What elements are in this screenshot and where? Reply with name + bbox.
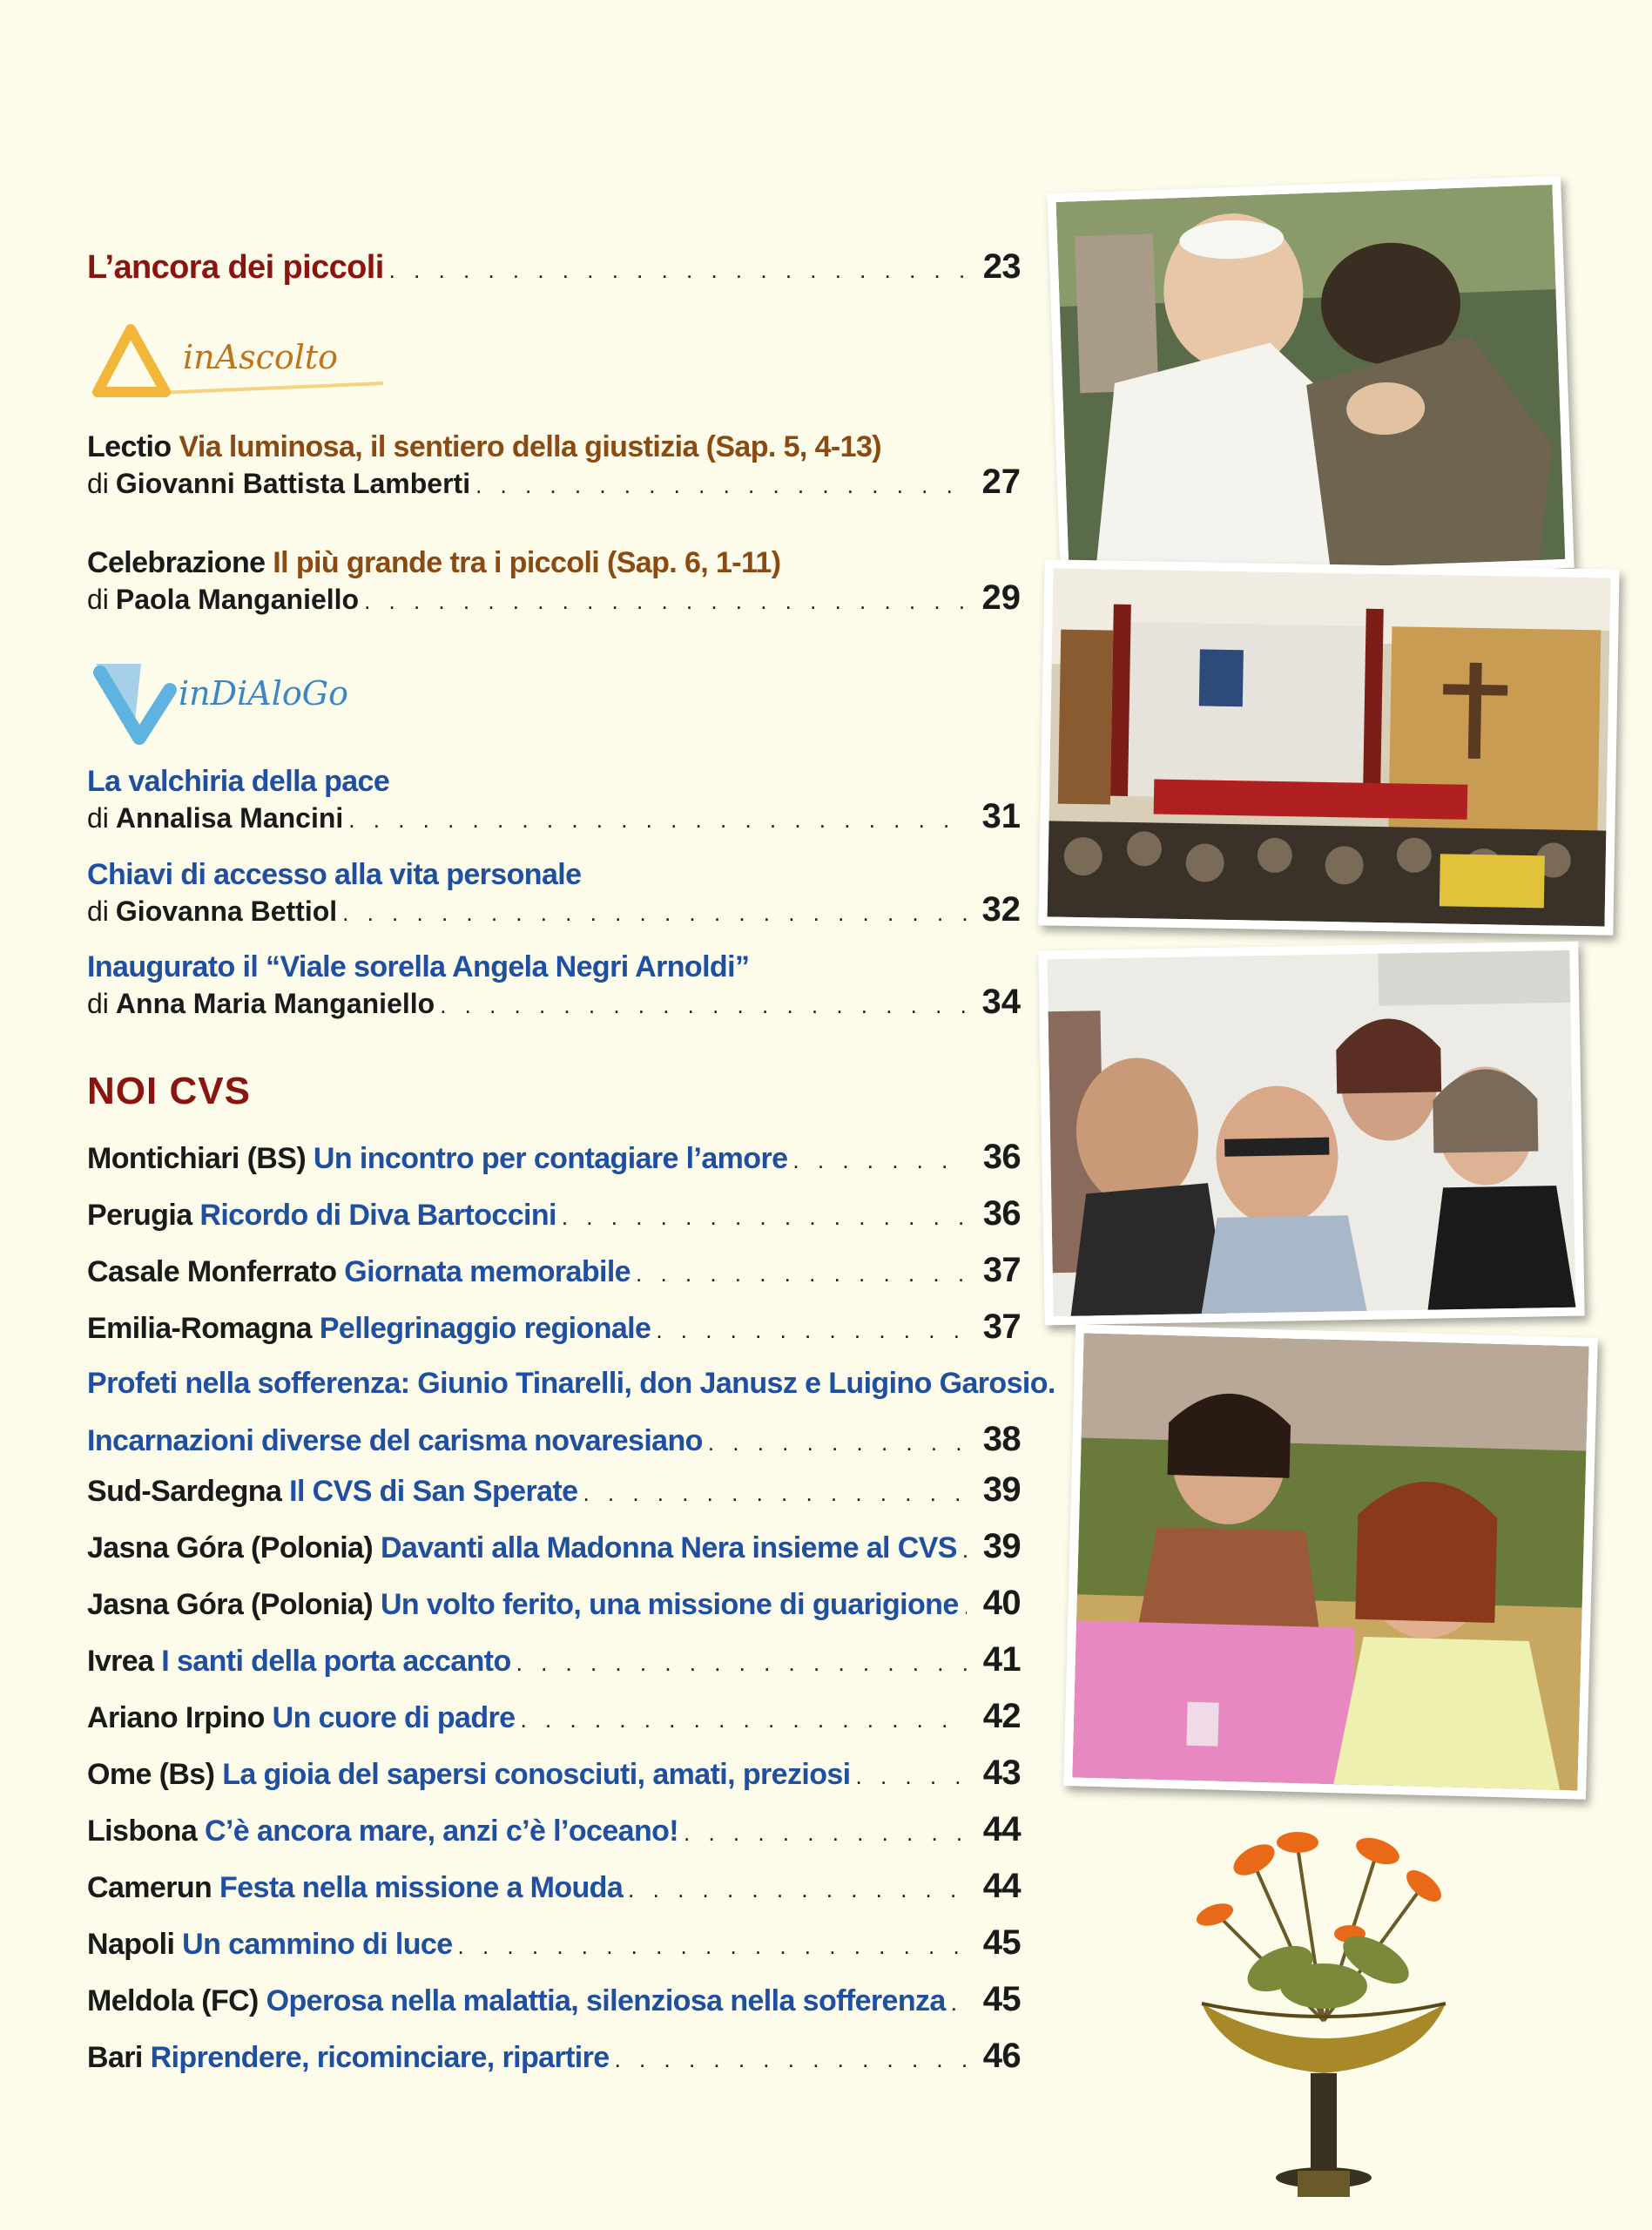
page-number: 44 bbox=[982, 1867, 1021, 1905]
toc-entry-cvs[interactable] bbox=[87, 1585, 1021, 1624]
photo-image bbox=[1048, 568, 1611, 926]
toc-entry-cvs[interactable] bbox=[87, 1699, 1021, 1737]
page-number: 37 bbox=[982, 1251, 1021, 1289]
page-number: 37 bbox=[982, 1308, 1021, 1346]
entry-title: Un volto ferito, una missione di guarigione bbox=[380, 1588, 959, 1621]
dot-leader bbox=[342, 895, 967, 930]
dot-leader bbox=[708, 1425, 967, 1460]
page-number: 46 bbox=[982, 2037, 1021, 2075]
entry-title-continued: Incarnazioni diverse del carisma novaresiano bbox=[87, 1424, 703, 1457]
entry-place: Jasna Góra (Polonia) bbox=[87, 1588, 374, 1621]
entry-author: Annalisa Mancini bbox=[115, 802, 344, 834]
entry-title: Un cuore di padre bbox=[272, 1701, 516, 1734]
page-number: 41 bbox=[982, 1640, 1021, 1679]
toc-entry-cvs[interactable] bbox=[87, 1253, 1021, 1291]
entry-place: Camerun bbox=[87, 1871, 212, 1904]
di-label: di bbox=[87, 468, 109, 499]
page-number: 31 bbox=[981, 797, 1021, 835]
entry-author: Giovanni Battista Lamberti bbox=[115, 468, 471, 499]
entry-place: Montichiari (BS) bbox=[87, 1142, 307, 1175]
page-number: 45 bbox=[982, 1980, 1021, 2018]
page-number: 42 bbox=[982, 1697, 1021, 1735]
di-label: di bbox=[87, 988, 109, 1019]
page-number: 36 bbox=[982, 1138, 1021, 1176]
toc-entry-cvs[interactable] bbox=[87, 1982, 1021, 2020]
entry-place: Napoli bbox=[87, 1928, 175, 1961]
entry-title: Riprendere, ricominciare, ripartire bbox=[150, 2041, 610, 2074]
dot-leader bbox=[562, 1199, 967, 1234]
toc-entry-cvs[interactable] bbox=[87, 2038, 1021, 2077]
photo-image bbox=[1047, 950, 1575, 1316]
dot-leader bbox=[364, 584, 967, 618]
page-number: 32 bbox=[981, 890, 1021, 929]
toc-entry-viale[interactable] bbox=[87, 949, 1021, 1023]
entry-title: Un cammino di luce bbox=[182, 1928, 453, 1961]
entry-title: Profeti nella sofferenza: Giunio Tinarelli, don Janusz e Luigino Garosio. bbox=[87, 1367, 1055, 1400]
entry-title: La gioia del sapersi conosciuti, amati, preziosi bbox=[222, 1758, 851, 1791]
dot-leader bbox=[962, 1532, 967, 1567]
entry-author: Giovanna Bettiol bbox=[115, 895, 338, 927]
entry-label: Lectio bbox=[87, 430, 172, 463]
entry-title: C’è ancora mare, anzi c’è l’oceano! bbox=[205, 1814, 679, 1848]
indialogo-logo-text: inDiAloGo bbox=[179, 674, 348, 713]
toc-entry-cvs[interactable] bbox=[87, 1139, 1021, 1178]
toc-entry-cvs[interactable] bbox=[87, 1642, 1021, 1680]
toc-entry-cvs[interactable] bbox=[87, 1868, 1021, 1907]
page-number: 23 bbox=[982, 247, 1021, 286]
di-label: di bbox=[87, 802, 109, 834]
page-number: 29 bbox=[981, 578, 1021, 617]
entry-place: Emilia-Romagna bbox=[87, 1312, 312, 1345]
entry-title: Inaugurato il “Viale sorella Angela Negri Arnoldi” bbox=[87, 950, 750, 983]
toc-entry-cvs[interactable] bbox=[87, 1755, 1021, 1794]
entry-author: Paola Manganiello bbox=[115, 584, 360, 615]
dot-leader bbox=[475, 468, 967, 503]
entry-title: Un incontro per contagiare l’amore bbox=[313, 1142, 788, 1175]
di-label: di bbox=[87, 584, 109, 615]
entry-title: Il CVS di San Sperate bbox=[289, 1475, 578, 1508]
toc-entry-cvs[interactable] bbox=[87, 1925, 1021, 1963]
page-number: 43 bbox=[982, 1754, 1021, 1792]
dot-leader bbox=[636, 1256, 967, 1291]
entry-title: Pellegrinaggio regionale bbox=[319, 1312, 651, 1345]
toc-entry-lectio[interactable] bbox=[87, 429, 1021, 503]
toc-entry-valchiria[interactable] bbox=[87, 764, 1021, 837]
photo-group-selfie bbox=[1038, 942, 1584, 1326]
entry-title: L’ancora dei piccoli bbox=[87, 249, 384, 286]
dot-leader bbox=[516, 1645, 967, 1680]
flower-bowl-icon bbox=[1123, 1812, 1524, 2221]
entry-title: Operosa nella malattia, silenziosa nella sofferenza bbox=[266, 1984, 946, 2017]
entry-title: Davanti alla Madonna Nera insieme al CVS bbox=[380, 1531, 957, 1564]
entry-place: Ome (Bs) bbox=[87, 1758, 215, 1791]
toc-entry-cvs[interactable] bbox=[87, 1812, 1021, 1850]
entry-place: Ivrea bbox=[87, 1645, 154, 1678]
toc-entry-cvs[interactable] bbox=[87, 1309, 1021, 1348]
toc-entry-cvs[interactable] bbox=[87, 1196, 1021, 1234]
indialogo-logo bbox=[87, 655, 401, 751]
dot-leader bbox=[583, 1476, 967, 1510]
toc-entry-cvs[interactable] bbox=[87, 1366, 1055, 1460]
flower-arrangement-image bbox=[1123, 1812, 1524, 2226]
dot-leader bbox=[964, 1589, 967, 1624]
entry-place: Lisbona bbox=[87, 1814, 198, 1848]
photo-image bbox=[1056, 185, 1566, 577]
dot-leader bbox=[656, 1313, 967, 1348]
photo-church-mass bbox=[1038, 559, 1619, 935]
dot-leader bbox=[389, 253, 967, 287]
entry-place: Perugia bbox=[87, 1199, 192, 1232]
entry-title: I santi della porta accanto bbox=[161, 1645, 511, 1678]
page-number: 39 bbox=[982, 1470, 1021, 1509]
toc-entry-cvs[interactable] bbox=[87, 1529, 1021, 1567]
page-number: 27 bbox=[981, 463, 1021, 501]
page-number: 45 bbox=[982, 1923, 1021, 1962]
page-number: 40 bbox=[982, 1584, 1021, 1622]
entry-title: Giornata memorabile bbox=[344, 1255, 630, 1288]
entry-place: Bari bbox=[87, 2041, 143, 2074]
photo-pope-embrace bbox=[1047, 176, 1574, 585]
dot-leader bbox=[348, 802, 967, 837]
entry-place: Meldola (FC) bbox=[87, 1984, 259, 2017]
entry-title: Ricordo di Diva Bartoccini bbox=[199, 1199, 556, 1232]
dot-leader bbox=[856, 1759, 967, 1794]
dot-leader bbox=[520, 1702, 967, 1737]
dot-leader bbox=[615, 2042, 967, 2077]
section-heading-noi-cvs: NOI CVS bbox=[87, 1070, 251, 1112]
entry-title: Via luminosa, il sentiero della giustizia (Sap. 5, 4-13) bbox=[179, 430, 881, 463]
entry-place: Casale Monferrato bbox=[87, 1255, 337, 1288]
entry-place: Ariano Irpino bbox=[87, 1701, 265, 1734]
di-label: di bbox=[87, 895, 109, 927]
page-number: 36 bbox=[982, 1194, 1021, 1233]
page-number: 34 bbox=[981, 983, 1021, 1021]
dot-leader bbox=[951, 1985, 967, 2020]
entry-title: Chiavi di accesso alla vita personale bbox=[87, 858, 582, 891]
entry-label: Celebrazione bbox=[87, 546, 266, 579]
photo-image bbox=[1072, 1333, 1588, 1790]
page-number: 39 bbox=[982, 1527, 1021, 1565]
entry-title: La valchiria della pace bbox=[87, 765, 390, 798]
inascolto-logo bbox=[87, 321, 401, 408]
photo-two-women bbox=[1063, 1324, 1598, 1800]
toc-entry-ancora[interactable] bbox=[87, 249, 1021, 287]
inascolto-logo-text: inAscolto bbox=[183, 338, 339, 376]
entry-title: Festa nella missione a Mouda bbox=[219, 1871, 624, 1904]
toc-entry-celebrazione[interactable] bbox=[87, 545, 1021, 618]
dot-leader bbox=[792, 1143, 967, 1178]
page-number: 38 bbox=[982, 1420, 1021, 1458]
toc-entry-cvs[interactable] bbox=[87, 1472, 1021, 1510]
page-number: 44 bbox=[982, 1810, 1021, 1848]
dot-leader bbox=[458, 1929, 967, 1963]
entry-author: Anna Maria Manganiello bbox=[115, 988, 435, 1019]
dot-leader bbox=[440, 988, 967, 1023]
dot-leader bbox=[684, 1815, 967, 1850]
entry-place: Jasna Góra (Polonia) bbox=[87, 1531, 374, 1564]
dot-leader bbox=[628, 1872, 967, 1907]
toc-entry-chiavi[interactable] bbox=[87, 857, 1021, 930]
entry-place: Sud-Sardegna bbox=[87, 1475, 282, 1508]
entry-title: Il più grande tra i piccoli (Sap. 6, 1-11) bbox=[273, 546, 781, 579]
